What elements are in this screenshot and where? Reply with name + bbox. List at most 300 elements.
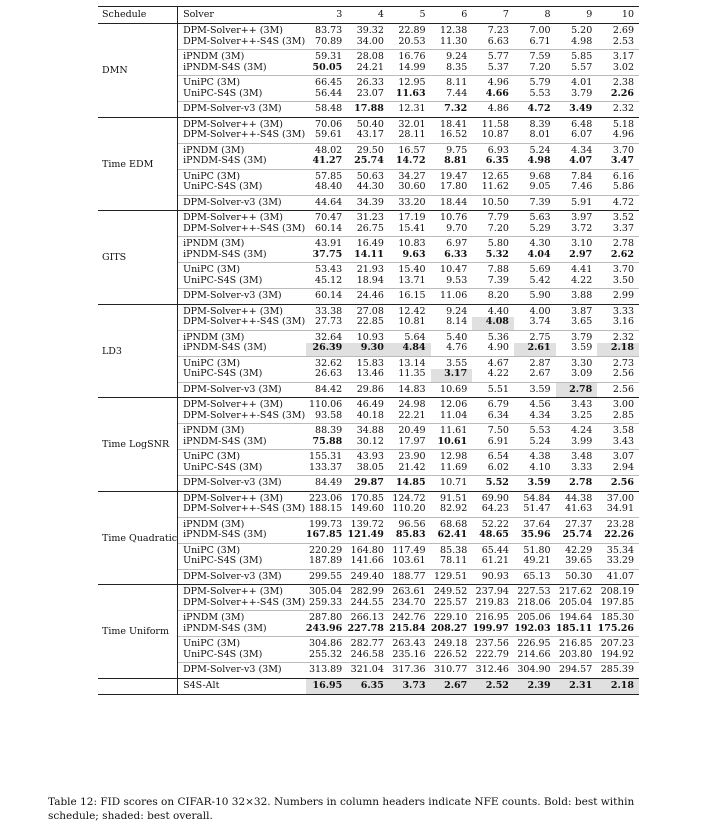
fid-cell: 3.73 [389, 678, 431, 694]
fid-cell: 237.94 [472, 585, 514, 598]
fid-cell: 9.24 [431, 50, 473, 63]
fid-cell: 39.32 [356, 25, 384, 36]
fid-cell: 321.04 [347, 663, 389, 679]
fid-cell: 75.88 [312, 435, 343, 447]
fid-cell: 10.61 [437, 435, 468, 447]
fid-cell: 3.37 [612, 222, 634, 234]
fid-cell: 227.78 [347, 622, 384, 634]
fid-cell: 10.71 [431, 476, 473, 492]
fid-cell: 117.49 [389, 543, 431, 556]
fid-cell: 44.64 [306, 195, 348, 211]
fid-cell: 10.47 [431, 263, 473, 276]
fid-cell: 16.57 [389, 143, 431, 156]
fid-cell: 2.56 [597, 382, 639, 398]
table-row [98, 89, 639, 102]
fid-cell: 6.91 [487, 435, 509, 447]
fid-cell: 54.84 [514, 491, 556, 504]
final-row [98, 678, 639, 694]
fid-cell: 4.24 [556, 424, 598, 437]
fid-cell: 6.02 [487, 461, 509, 473]
schedule-name: Time Quadratic [98, 491, 178, 585]
fid-cell: 10.81 [398, 316, 426, 327]
fid-cell: 5.86 [612, 181, 634, 192]
fid-cell: 155.31 [306, 450, 348, 463]
fid-cell: 2.69 [612, 25, 634, 36]
fid-cell: 6.16 [597, 169, 639, 182]
fid-cell: 4.66 [485, 87, 509, 99]
fid-cell: 287.80 [306, 611, 348, 624]
fid-cell: 3.48 [556, 450, 598, 463]
fid-cell: 3.33 [597, 304, 639, 317]
solver-name: DPM-Solver-v3 (3M) [178, 289, 306, 305]
fid-cell: 27.37 [556, 517, 598, 530]
solver-name: iPNDM-S4S (3M) [183, 155, 267, 166]
fid-cell: 185.11 [555, 622, 593, 634]
table-row [98, 130, 639, 143]
fid-cell: 6.54 [472, 450, 514, 463]
fid-cell: 2.26 [610, 87, 634, 99]
fid-cell: 7.88 [472, 263, 514, 276]
fid-cell: 15.83 [347, 356, 389, 369]
fid-cell: 225.57 [434, 596, 468, 608]
fid-cell: 21.42 [398, 461, 426, 473]
fid-cell: 7.84 [556, 169, 598, 182]
fid-cell: 199.73 [306, 517, 348, 530]
fid-cell: 304.86 [306, 637, 348, 650]
table-row [98, 102, 639, 118]
fid-cell: 11.04 [440, 409, 468, 421]
fid-cell: 83.73 [315, 25, 343, 36]
fid-cell: 6.35 [347, 678, 389, 694]
fid-cell: 25.74 [354, 155, 384, 166]
schedule-name: Time EDM [98, 117, 178, 211]
fid-cell: 2.18 [597, 678, 639, 694]
fid-cell: 12.42 [389, 304, 431, 317]
fid-cell: 110.20 [392, 503, 426, 514]
fid-cell: 2.56 [612, 368, 634, 379]
fid-cell: 31.23 [347, 211, 389, 224]
fid-cell: 14.11 [354, 248, 384, 260]
fid-cell: 35.34 [597, 543, 639, 556]
solver-name: DPM-Solver++ (3M) [178, 398, 306, 411]
fid-cell: 2.73 [597, 356, 639, 369]
fid-cell: 188.15 [308, 503, 343, 514]
fid-cell: 249.52 [431, 585, 473, 598]
fid-cell: 3.49 [556, 102, 598, 118]
header-row [98, 7, 639, 24]
fid-cell: 218.06 [517, 596, 551, 608]
fid-cell: 124.72 [389, 491, 431, 504]
solver-name: UniPC (3M) [178, 263, 306, 276]
fid-cell: 237.56 [472, 637, 514, 650]
fid-cell: 4.00 [514, 304, 556, 317]
fid-cell: 45.12 [315, 274, 343, 286]
fid-cell: 141.66 [350, 555, 384, 566]
fid-cell: 3.17 [597, 50, 639, 63]
fid-cell: 37.00 [597, 491, 639, 504]
fid-cell: 5.42 [529, 274, 551, 286]
fid-cell: 220.29 [306, 543, 348, 556]
fid-cell: 3.70 [597, 143, 639, 156]
fid-cell: 3.52 [597, 211, 639, 224]
fid-cell: 4.72 [597, 195, 639, 211]
fid-cell: 20.49 [389, 424, 431, 437]
fid-table [98, 6, 639, 695]
schedule-name: Time LogSNR [98, 398, 178, 492]
fid-cell: 4.76 [446, 342, 468, 353]
fid-cell: 5.36 [472, 330, 514, 343]
fid-cell: 6.35 [485, 155, 509, 166]
fid-cell: 2.87 [514, 356, 556, 369]
fid-cell: 317.36 [389, 663, 431, 679]
fid-cell: 70.06 [306, 117, 348, 130]
fid-cell: 263.43 [389, 637, 431, 650]
solver-name: DPM-Solver-v3 (3M) [178, 102, 306, 118]
fid-cell: 205.04 [559, 596, 593, 608]
fid-cell: 3.47 [610, 155, 634, 166]
table-row [98, 76, 639, 89]
fid-cell: 3.88 [556, 289, 598, 305]
fid-cell: 27.73 [315, 316, 343, 327]
fid-cell: 4.07 [569, 155, 593, 166]
solver-name: UniPC (3M) [178, 637, 306, 650]
fid-cell: 51.47 [523, 503, 551, 514]
fid-cell: 85.83 [395, 529, 426, 540]
fid-cell: 6.79 [472, 398, 514, 411]
fid-cell: 222.79 [475, 648, 509, 660]
fid-cell: 242.76 [389, 611, 431, 624]
fid-cell: 3.07 [597, 450, 639, 463]
fid-cell: 4.10 [529, 461, 551, 473]
fid-cell: 203.80 [559, 648, 593, 660]
table-row [98, 289, 639, 305]
fid-cell: 23.28 [597, 517, 639, 530]
fid-cell: 133.37 [308, 461, 343, 473]
fid-cell: 194.92 [600, 648, 634, 660]
fid-cell: 2.94 [612, 461, 634, 473]
fid-cell: 3.09 [571, 368, 593, 379]
fid-cell: 34.39 [347, 195, 389, 211]
fid-cell: 65.44 [472, 543, 514, 556]
fid-cell: 305.04 [306, 585, 348, 598]
fid-cell: 2.39 [514, 678, 556, 694]
fid-cell: 48.40 [315, 181, 343, 192]
fid-cell: 164.80 [347, 543, 389, 556]
fid-cell: 217.62 [556, 585, 598, 598]
fid-cell: 4.04 [527, 248, 551, 260]
fid-cell: 50.05 [312, 61, 343, 73]
fid-cell: 285.39 [597, 663, 639, 679]
fid-cell: 30.60 [398, 181, 426, 192]
header-nfe-9: 9 [556, 7, 598, 24]
fid-cell: 13.46 [356, 368, 384, 379]
fid-cell: 6.34 [487, 409, 509, 421]
fid-cell: 11.06 [431, 289, 473, 305]
fid-cell: 22.89 [398, 25, 426, 36]
fid-cell: 6.48 [556, 117, 598, 130]
fid-cell: 9.68 [514, 169, 556, 182]
fid-cell: 219.83 [475, 596, 509, 608]
fid-cell: 7.00 [529, 25, 551, 36]
fid-cell: 6.33 [444, 248, 468, 260]
fid-cell: 3.16 [612, 316, 634, 327]
fid-cell: 52.22 [472, 517, 514, 530]
solver-name: DPM-Solver++-S4S (3M) [183, 316, 306, 327]
table-row [98, 450, 639, 463]
table-row [98, 585, 639, 598]
fid-cell: 11.30 [440, 35, 468, 47]
fid-cell: 3.25 [571, 409, 593, 421]
fid-cell: 8.01 [529, 129, 551, 140]
fid-cell: 185.30 [597, 611, 639, 624]
fid-cell: 2.67 [431, 678, 473, 694]
fid-cell: 28.11 [398, 129, 426, 140]
fid-cell: 18.44 [431, 195, 473, 211]
fid-cell: 62.41 [437, 529, 468, 540]
solver-name: iPNDM (3M) [178, 237, 306, 250]
fid-cell: 17.19 [389, 211, 431, 224]
fid-cell: 85.38 [431, 543, 473, 556]
fid-cell: 24.46 [347, 289, 389, 305]
table-row [98, 182, 639, 195]
fid-cell: 3.30 [556, 356, 598, 369]
fid-cell: 121.49 [347, 529, 384, 540]
fid-cell: 29.87 [347, 476, 389, 492]
fid-cell: 3.79 [571, 87, 593, 99]
fid-cell: 244.55 [350, 596, 384, 608]
table-row [98, 250, 639, 263]
fid-cell: 12.98 [431, 450, 473, 463]
fid-cell: 9.30 [347, 343, 389, 356]
fid-cell: 5.53 [529, 87, 551, 99]
fid-cell: 259.33 [308, 596, 343, 608]
fid-cell: 64.23 [481, 503, 509, 514]
solver-name: iPNDM (3M) [178, 50, 306, 63]
fid-cell: 249.40 [347, 569, 389, 585]
fid-cell: 5.29 [529, 222, 551, 234]
fid-cell: 5.52 [472, 476, 514, 492]
header-nfe-4: 4 [347, 7, 389, 24]
table-wrapper [98, 6, 639, 695]
table-row [98, 195, 639, 211]
fid-cell: 3.17 [431, 369, 473, 382]
table-row [98, 50, 639, 63]
fid-cell: 33.38 [306, 304, 348, 317]
fid-cell: 15.41 [398, 222, 426, 234]
table-row [98, 611, 639, 624]
fid-cell: 255.32 [308, 648, 343, 660]
fid-cell: 10.50 [472, 195, 514, 211]
fid-cell: 37.75 [312, 248, 343, 260]
table-caption: Table 12: FID scores on CIFAR-10 32×32. Numbers in column headers indicate NFE counts. Bold: best within schedule; shaded: best overall. [48, 796, 635, 822]
fid-cell: 23.90 [389, 450, 431, 463]
fid-cell: 26.63 [315, 368, 343, 379]
solver-name: UniPC-S4S (3M) [183, 368, 263, 379]
fid-cell: 8.11 [431, 76, 473, 89]
fid-cell: 15.40 [389, 263, 431, 276]
solver-name: UniPC-S4S (3M) [183, 461, 263, 473]
fid-cell: 5.91 [556, 195, 598, 211]
fid-cell: 5.90 [514, 289, 556, 305]
fid-cell: 12.31 [389, 102, 431, 118]
fid-cell: 4.90 [487, 342, 509, 353]
fid-cell: 13.14 [389, 356, 431, 369]
fid-cell: 4.22 [487, 368, 509, 379]
fid-cell: 4.38 [514, 450, 556, 463]
fid-cell: 9.24 [431, 304, 473, 317]
fid-cell: 7.20 [487, 222, 509, 234]
fid-cell: 2.62 [610, 248, 634, 260]
fid-cell: 23.07 [356, 87, 384, 99]
fid-cell: 59.61 [315, 129, 343, 140]
fid-cell: 5.40 [431, 330, 473, 343]
solver-name: DPM-Solver++-S4S (3M) [183, 503, 306, 514]
fid-cell: 30.12 [356, 435, 384, 447]
fid-cell: 4.72 [514, 102, 556, 118]
table-row [98, 276, 639, 289]
table-row [98, 556, 639, 569]
fid-cell: 17.97 [398, 435, 426, 447]
fid-cell: 8.14 [446, 316, 468, 327]
fid-cell: 4.67 [472, 356, 514, 369]
solver-name: DPM-Solver-v3 (3M) [178, 382, 306, 398]
fid-cell: 4.34 [556, 143, 598, 156]
fid-cell: 110.06 [306, 398, 348, 411]
fid-cell: 12.38 [440, 25, 468, 36]
table-row [98, 663, 639, 679]
fid-cell: 234.70 [392, 596, 426, 608]
fid-cell: 8.20 [472, 289, 514, 305]
fid-cell: 4.34 [529, 409, 551, 421]
fid-cell: 18.41 [431, 117, 473, 130]
fid-cell: 208.27 [430, 622, 468, 634]
fid-cell: 48.02 [306, 143, 348, 156]
fid-cell: 5.18 [597, 117, 639, 130]
table-row [98, 411, 639, 424]
fid-cell: 43.93 [347, 450, 389, 463]
fid-cell: 229.10 [431, 611, 473, 624]
fid-cell: 16.15 [389, 289, 431, 305]
fid-cell: 44.30 [356, 181, 384, 192]
fid-cell: 188.77 [389, 569, 431, 585]
fid-cell: 3.59 [514, 382, 556, 398]
fid-cell: 14.85 [389, 476, 431, 492]
table-row [98, 476, 639, 492]
fid-cell: 4.08 [472, 317, 514, 330]
fid-cell: 7.46 [571, 181, 593, 192]
fid-cell: 3.59 [514, 476, 556, 492]
table-row [98, 37, 639, 50]
table-row [98, 382, 639, 398]
fid-cell: 26.33 [347, 76, 389, 89]
solver-name: DPM-Solver++ (3M) [178, 491, 306, 504]
solver-name: UniPC-S4S (3M) [183, 181, 263, 192]
fid-cell: 17.88 [347, 102, 389, 118]
fid-cell: 4.01 [556, 76, 598, 89]
fid-cell: 11.63 [395, 87, 426, 99]
fid-cell: 20.53 [398, 35, 426, 47]
table-row [98, 504, 639, 517]
fid-cell: 50.40 [347, 117, 389, 130]
fid-cell: 49.21 [523, 555, 551, 566]
fid-cell: 2.38 [597, 76, 639, 89]
header-nfe-5: 5 [389, 7, 431, 24]
fid-cell: 129.51 [431, 569, 473, 585]
solver-name: UniPC-S4S (3M) [183, 274, 263, 286]
fid-cell: 24.98 [389, 398, 431, 411]
fid-cell: 243.96 [305, 622, 343, 634]
fid-cell: 226.95 [514, 637, 556, 650]
solver-name: iPNDM-S4S (3M) [183, 529, 267, 540]
fid-cell: 5.53 [514, 424, 556, 437]
fid-cell: 2.53 [612, 35, 634, 47]
fid-cell: 6.07 [571, 129, 593, 140]
table-row [98, 211, 639, 224]
fid-cell: 216.95 [472, 611, 514, 624]
table-row [98, 398, 639, 411]
solver-name: iPNDM (3M) [178, 143, 306, 156]
fid-cell: 93.58 [315, 409, 343, 421]
table-row [98, 343, 639, 356]
fid-cell: 17.80 [440, 181, 468, 192]
fid-cell: 3.50 [612, 274, 634, 286]
fid-cell: 10.93 [347, 330, 389, 343]
fid-cell: 2.31 [556, 678, 598, 694]
solver-name: DPM-Solver++ (3M) [178, 117, 306, 130]
fid-cell: 34.88 [347, 424, 389, 437]
fid-cell: 60.14 [315, 222, 343, 234]
fid-cell: 58.48 [306, 102, 348, 118]
fid-cell: 2.78 [556, 476, 598, 492]
fid-cell: 199.97 [472, 622, 509, 634]
solver-name: DPM-Solver-v3 (3M) [178, 569, 306, 585]
fid-cell: 3.72 [571, 222, 593, 234]
fid-cell: 27.08 [347, 304, 389, 317]
fid-cell: 9.53 [446, 274, 468, 286]
fid-cell: 24.21 [356, 61, 384, 73]
fid-cell: 16.49 [347, 237, 389, 250]
fid-cell: 7.20 [529, 61, 551, 73]
solver-name: DPM-Solver++ (3M) [178, 304, 306, 317]
fid-cell: 226.52 [434, 648, 468, 660]
fid-cell: 7.23 [487, 25, 509, 36]
fid-cell: 312.46 [472, 663, 514, 679]
solver-name: DPM-Solver-v3 (3M) [178, 195, 306, 211]
fid-cell: 5.24 [529, 435, 551, 447]
fid-cell: 65.13 [514, 569, 556, 585]
fid-cell: 11.69 [440, 461, 468, 473]
fid-cell: 11.61 [431, 424, 473, 437]
fid-cell: 282.99 [347, 585, 389, 598]
fid-cell: 12.06 [431, 398, 473, 411]
header-nfe-3: 3 [306, 7, 348, 24]
fid-cell: 4.56 [514, 398, 556, 411]
fid-cell: 8.81 [444, 155, 468, 166]
schedule-name: GITS [98, 211, 178, 305]
table-row [98, 569, 639, 585]
fid-cell: 11.35 [398, 368, 426, 379]
solver-name: iPNDM (3M) [178, 424, 306, 437]
fid-cell: 3.65 [571, 316, 593, 327]
solver-name: UniPC-S4S (3M) [183, 555, 263, 566]
fid-cell: 5.64 [389, 330, 431, 343]
table-row [98, 369, 639, 382]
solver-name: DPM-Solver++-S4S (3M) [183, 596, 306, 608]
fid-cell: 2.32 [597, 102, 639, 118]
fid-cell: 6.97 [431, 237, 473, 250]
fid-cell: 19.47 [431, 169, 473, 182]
fid-cell: 246.58 [350, 648, 384, 660]
